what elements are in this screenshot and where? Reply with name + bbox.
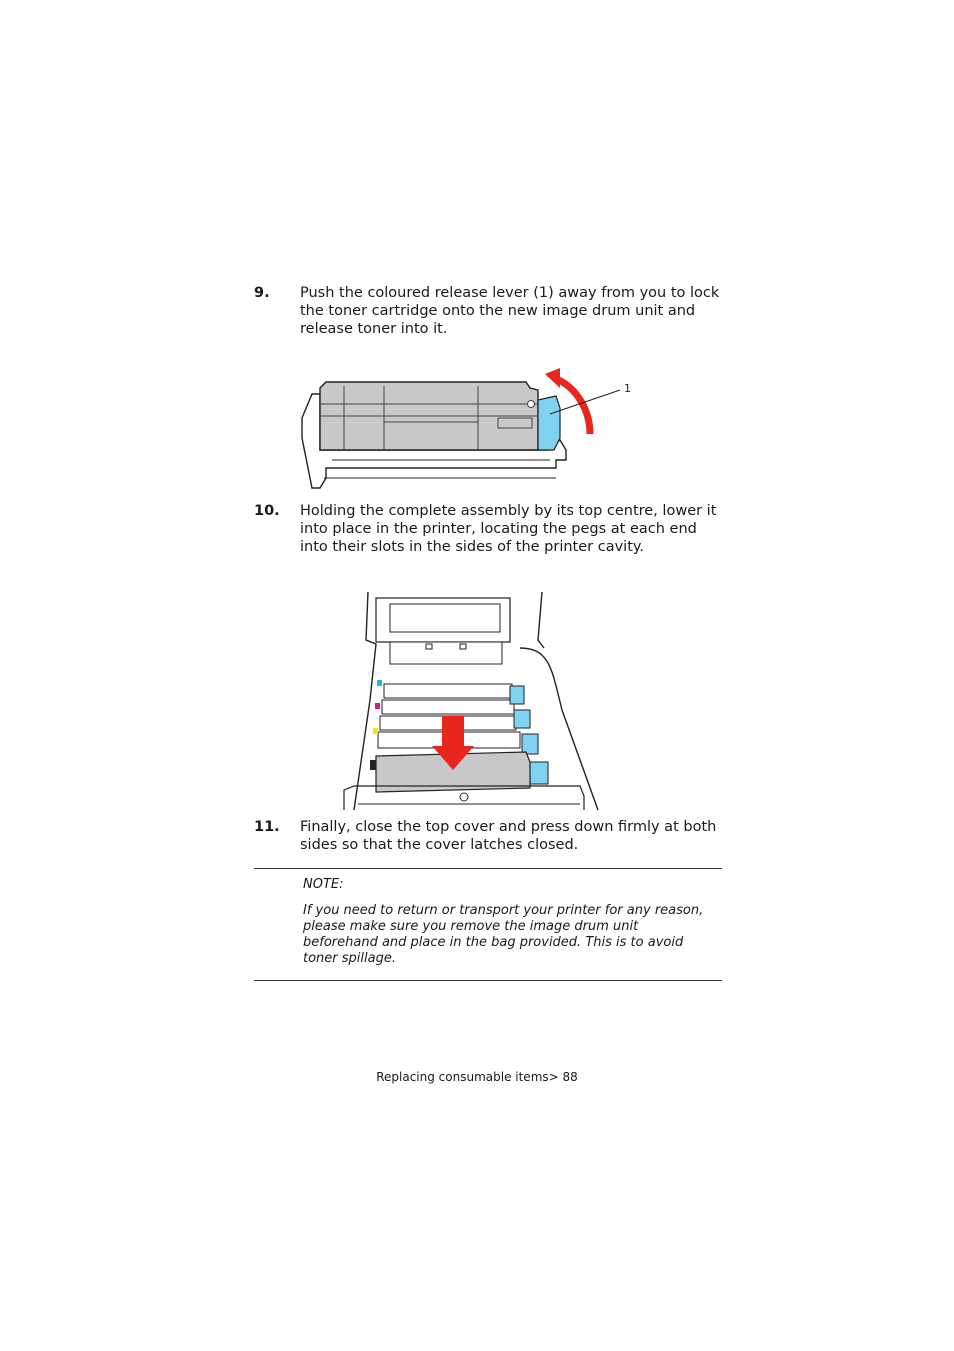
step-number: 9. [254,285,270,301]
note-label: NOTE: [303,877,344,892]
step-text: Finally, close the top cover and press down firmly at both sides so that the cover latches closed. [300,819,717,853]
note-bottom-rule [254,980,722,981]
step-text: Holding the complete assembly by its top centre, lower it into place in the printer, locating the pegs at each end into their slots in the sides of the printer cavity. [300,503,717,555]
note-body: If you need to return or transport your printer for any reason, please make sure you remove the image drum unit beforehand and place in the bag provided. This is to avoid toner spillage. [303,903,704,966]
printer-cavity-illustration [340,590,602,812]
step-number: 11. [254,819,280,835]
step-text: Push the coloured release lever (1) away from you to lock the toner cartridge onto the new image drum unit and release toner into it. [300,285,720,337]
note-top-rule [254,868,722,869]
page-footer: Replacing consumable items> 88 [376,1070,578,1084]
toner-cartridge-illustration [298,368,638,492]
step-number: 10. [254,503,280,519]
callout-label: 1 [624,382,631,395]
